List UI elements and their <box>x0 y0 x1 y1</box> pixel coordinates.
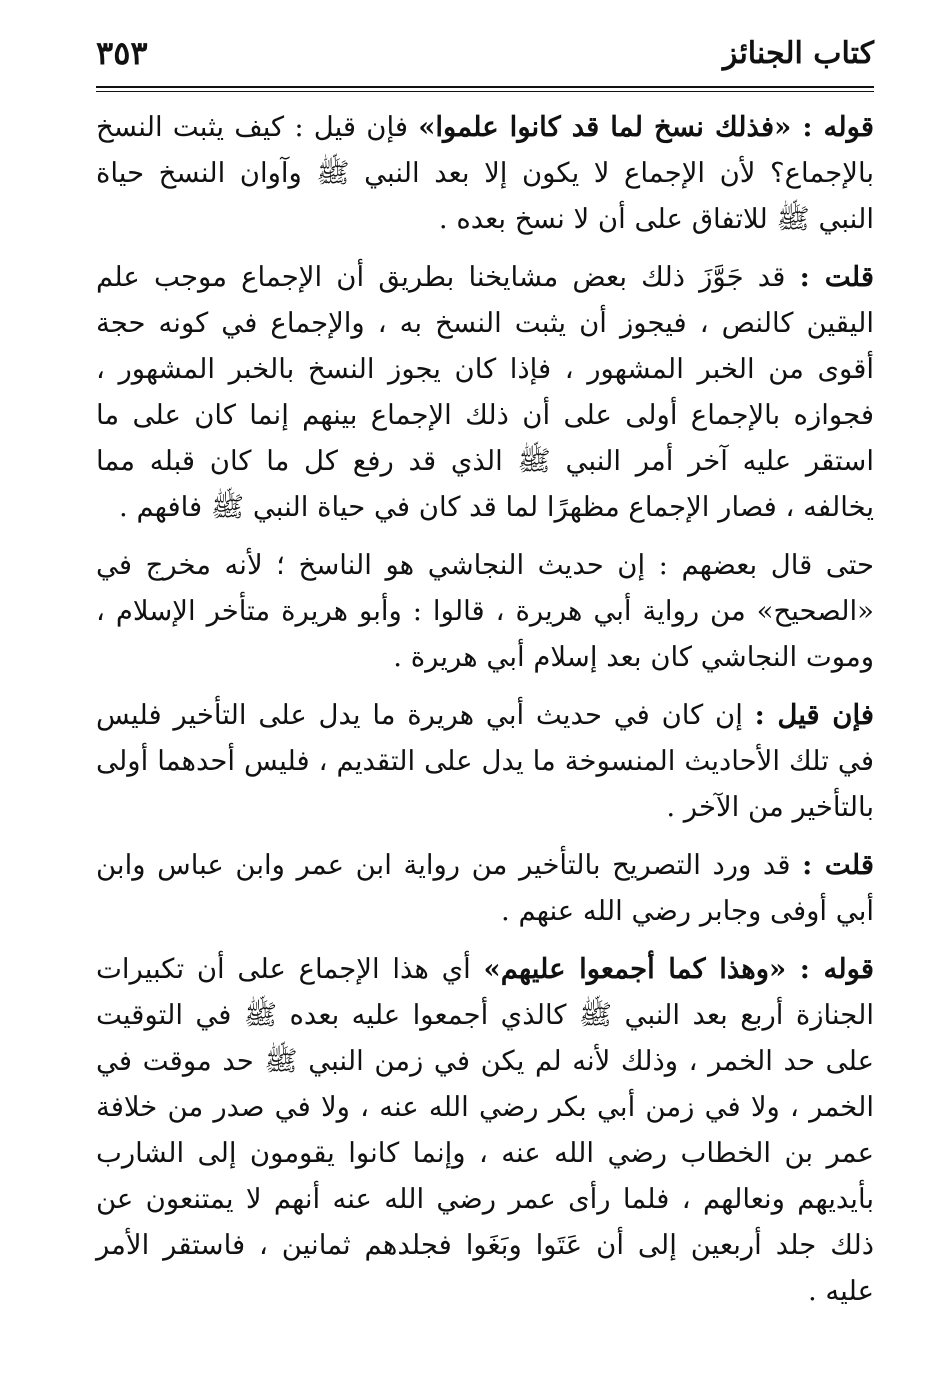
paragraph-lead: قلت : <box>799 261 874 293</box>
header-divider <box>96 86 874 88</box>
paragraph-text: قد جَوَّزَ ذلك بعض مشايخنا بطريق أن الإجماع موجب علم اليقين كالنص ، فيجوز أن يثبت النسخ به ، والإجماع في كونه حجة أقوى من الخبر المشهور ، فإذا كان يجوز النسخ بالخبر المشهور ، فجوازه بالإجماع أولى على أن ذلك الإجماع بينهم إنما كان على ما استقر عليه آخر أمر النبي ﷺ الذي قد رفع كل ما كان قبله مما يخالفه ، فصار الإجماع مظهرًا لما قد كان في حياة النبي ﷺ فافهم . <box>96 261 874 523</box>
paragraph-6 <box>96 946 874 1314</box>
paragraph-lead: قوله : «وهذا كما أجمعوا عليهم» <box>483 953 874 985</box>
chapter-title: كتاب الجنائز <box>722 36 874 71</box>
page-number: ٣٥٣ <box>96 34 148 72</box>
page-header <box>96 30 874 86</box>
paragraph-text: إن كان في حديث أبي هريرة ما يدل على التأخير فليس في تلك الأحاديث المنسوخة ما يدل على التقديم ، فليس أحدهما أولى بالتأخير من الآخر . <box>96 699 874 823</box>
paragraph-lead: فإن قيل : <box>754 699 874 731</box>
paragraph-5 <box>96 842 874 934</box>
paragraph-text: حتى قال بعضهم : إن حديث النجاشي هو الناسخ ؛ لأنه مخرج في «الصحيح» من رواية أبي هريرة ، قالوا : وأبو هريرة متأخر الإسلام ، وموت النجاشي كان بعد إسلام أبي هريرة . <box>96 549 874 673</box>
header-divider-thin <box>96 91 874 92</box>
paragraph-text: أي هذا الإجماع على أن تكبيرات الجنازة أربع بعد النبي ﷺ كالذي أجمعوا عليه بعده ﷺ في التوقيت على حد الخمر ، وذلك لأنه لم يكن في زمن النبي ﷺ حد موقت في الخمر ، ولا في زمن أبي بكر رضي الله عنه ، ولا في صدر من خلافة عمر بن الخطاب رضي الله عنه ، وإنما كانوا يقومون إلى الشارب بأيديهم ونعالهم ، فلما رأى عمر رضي الله عنه أنهم لا يمتنعون عن ذلك جلد أربعين إلى أن عَتَوا وبَغَوا فجلدهم ثمانين ، فاستقر الأمر عليه . <box>96 953 874 1307</box>
paragraph-1 <box>96 104 874 242</box>
paragraph-3 <box>96 542 874 680</box>
paragraph-4 <box>96 692 874 830</box>
paragraph-lead: قلت : <box>802 849 874 881</box>
paragraph-text: فإن قيل : كيف يثبت النسخ بالإجماع؟ لأن الإجماع لا يكون إلا بعد النبي ﷺ وآوان النسخ حياة النبي ﷺ للاتفاق على أن لا نسخ بعده . <box>96 111 874 235</box>
paragraph-lead: قوله : «فذلك نسخ لما قد كانوا علموا» <box>418 111 875 143</box>
page-body <box>96 104 874 1326</box>
paragraph-2 <box>96 254 874 530</box>
paragraph-text: قد ورد التصريح بالتأخير من رواية ابن عمر وابن عباس وابن أبي أوفى وجابر رضي الله عنهم . <box>96 849 874 927</box>
